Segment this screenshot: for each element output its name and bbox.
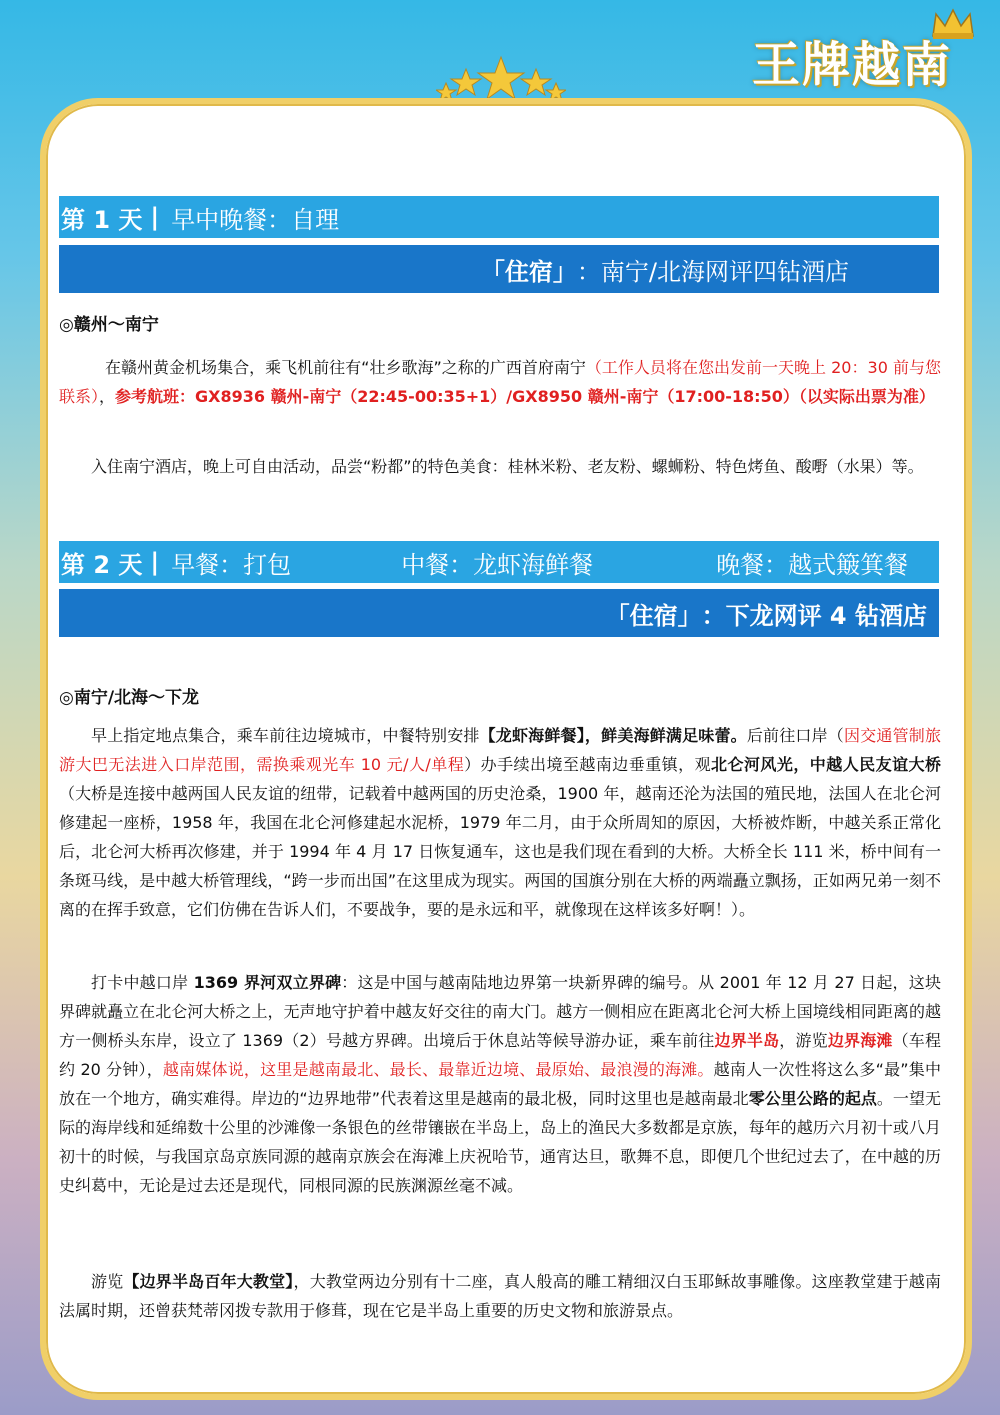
- text-run: 【边界半岛百年大教堂】: [123, 1272, 294, 1291]
- text-run: ）办手续出境至越南边垂重镇，观: [464, 755, 712, 774]
- day1-stay-bar: [59, 245, 939, 293]
- day2-label: 第 2 天: [61, 550, 143, 579]
- text-run: （工作人员将在您出发前一天晚上 20：30 前与您联系）: [59, 358, 941, 406]
- text-run: 边界海滩: [827, 1031, 893, 1050]
- text-run: 北仑河风光，中越人民友谊大桥: [711, 755, 941, 774]
- text-run: 零公里公路的起点: [748, 1089, 877, 1108]
- day1-paragraph-2: [59, 452, 941, 481]
- day2-paragraph-1: [59, 721, 941, 924]
- day2-lunch: 中餐：龙虾海鲜餐: [401, 550, 594, 579]
- day2-route: ◎南宁/北海～下龙: [59, 688, 200, 708]
- text-run: 因交通管制旅游大巴无法进入口岸范围，需换乘观光车 10 元/人/单程: [59, 726, 941, 774]
- text-run: 打卡中越口岸: [91, 973, 194, 992]
- text-run: 越南人一次性将这么多“最”集中放在一个地方，确实难得。岸边的“边界地带”代表着这里是越南的最北极，同时这里也是越南最北: [59, 1060, 941, 1108]
- day2-paragraph-2: [59, 968, 941, 1200]
- text-run: 【龙虾海鲜餐】，鲜美海鲜满足味蕾。: [479, 726, 747, 745]
- day1-route: ◎赣州～南宁: [59, 315, 159, 335]
- day2-paragraph-3: [59, 1267, 941, 1325]
- text-run: 在赣州黄金机场集合，乘飞机前往有“壮乡歌海”之称的广西首府南宁: [105, 358, 586, 377]
- day1-stay-label: 「住宿」: [480, 257, 577, 286]
- day1-separator: |: [150, 203, 160, 231]
- text-run: 参考航班：GX8936 赣州-南宁（22:45-00:35+1）/GX8950 赣州-南宁（17:00-18:50）（以实际出票为准）: [115, 387, 935, 406]
- day2-stay-label: 「住宿」: [605, 601, 702, 630]
- text-run: 后前往口岸（: [746, 726, 844, 745]
- text-run: 1369 界河双立界碑: [193, 973, 342, 992]
- day1-label: 第 1 天: [61, 205, 143, 234]
- day2-stay-bar: [59, 589, 939, 637]
- text-run: 早上指定地点集合，乘车前往边境城市，中餐特别安排: [91, 726, 480, 745]
- day2-breakfast: 早餐：打包: [171, 550, 292, 579]
- text-run: 入住南宁酒店，晚上可自由活动，品尝“粉都”的特色美食：桂林米粉、老友粉、螺蛳粉、特色烤鱼、酸嘢（水果）等。: [91, 457, 924, 476]
- text-run: 。一望无际的海岸线和延绵数十公里的沙滩像一条银色的丝带镶嵌在半岛上，岛上的渔民大多数都是京族，每年的越历六月初十或八月初十的时候，与我国京岛京族同源的越南京族会在海滩上庆祝哈节，通宵达旦，歌舞不息，即便几个世纪过去了，在中越的历史纠葛中，无论是过去还是现代，同根同源的民族渊源丝毫不减。: [59, 1089, 941, 1195]
- text-run: 越南媒体说，这里是越南最北、最长、最靠近边境、最原始、最浪漫的海滩。: [162, 1060, 714, 1079]
- text-run: ，: [99, 387, 116, 406]
- brand-logo: 王牌越南: [751, 37, 952, 93]
- text-run: ：这是中国与越南陆地边界第一块新界碑的编号。从 2001 年 12 月 27 日起，这块界碑就矗立在北仑河大桥之上，无声地守护着中越友好交往的南大门。越方一侧相应在距离北仑河大桥上国境线相同距离的越方一侧桥头东岸，设立了 1369（2）号越方界碑。出境后于休息站等候导游办证，乘车前往: [59, 973, 941, 1050]
- text-run: ，游览: [779, 1031, 828, 1050]
- text-run: ，大教堂两边分别有十二座，真人般高的雕工精细汉白玉耶稣故事雕像。这座教堂建于越南法属时期，还曾获梵蒂冈拨专款用于修葺，现在它是半岛上重要的历史文物和旅游景点。: [59, 1272, 941, 1320]
- day2-separator: |: [150, 548, 160, 576]
- day2-header-bar: [59, 541, 939, 583]
- day1-stay-value: ：南宁/北海网评四钻酒店: [576, 257, 849, 286]
- text-run: （车程约 20 分钟），: [59, 1031, 941, 1079]
- day1-paragraph-1: [59, 353, 941, 411]
- text-run: 边界半岛: [714, 1031, 780, 1050]
- text-run: （大桥是连接中越两国人民友谊的纽带，记载着中越两国的历史沧桑，1900 年，越南还沦为法国的殖民地，法国人在北仑河修建起一座桥，1958 年，我国在北仑河修建起水泥桥，1979 年二月，由于众所周知的原因，大桥被炸断，中越关系正常化后，北仑河大桥再次修建，并于 1994 年 4 月 17 日恢复通车，这也是我们现在看到的大桥。大桥全长 111 米，桥中间有一条斑马线，是中越大桥管理线，“跨一步而出国”在这里成为现实。两国的国旗分别在大桥的两端矗立飘扬，正如两兄弟一刻不离的在挥手致意，它们仿佛在告诉人们，不要战争，要的是永远和平，就像现在这样该多好啊！）。: [59, 784, 941, 919]
- text-run: 游览: [91, 1272, 124, 1291]
- day2-stay-value: ：下龙网评 4 钻酒店: [701, 601, 927, 630]
- day2-dinner: 晚餐：越式簸箕餐: [716, 550, 909, 579]
- day1-meals: 早中晚餐：自理: [171, 205, 340, 234]
- day1-header-bar: [59, 196, 939, 238]
